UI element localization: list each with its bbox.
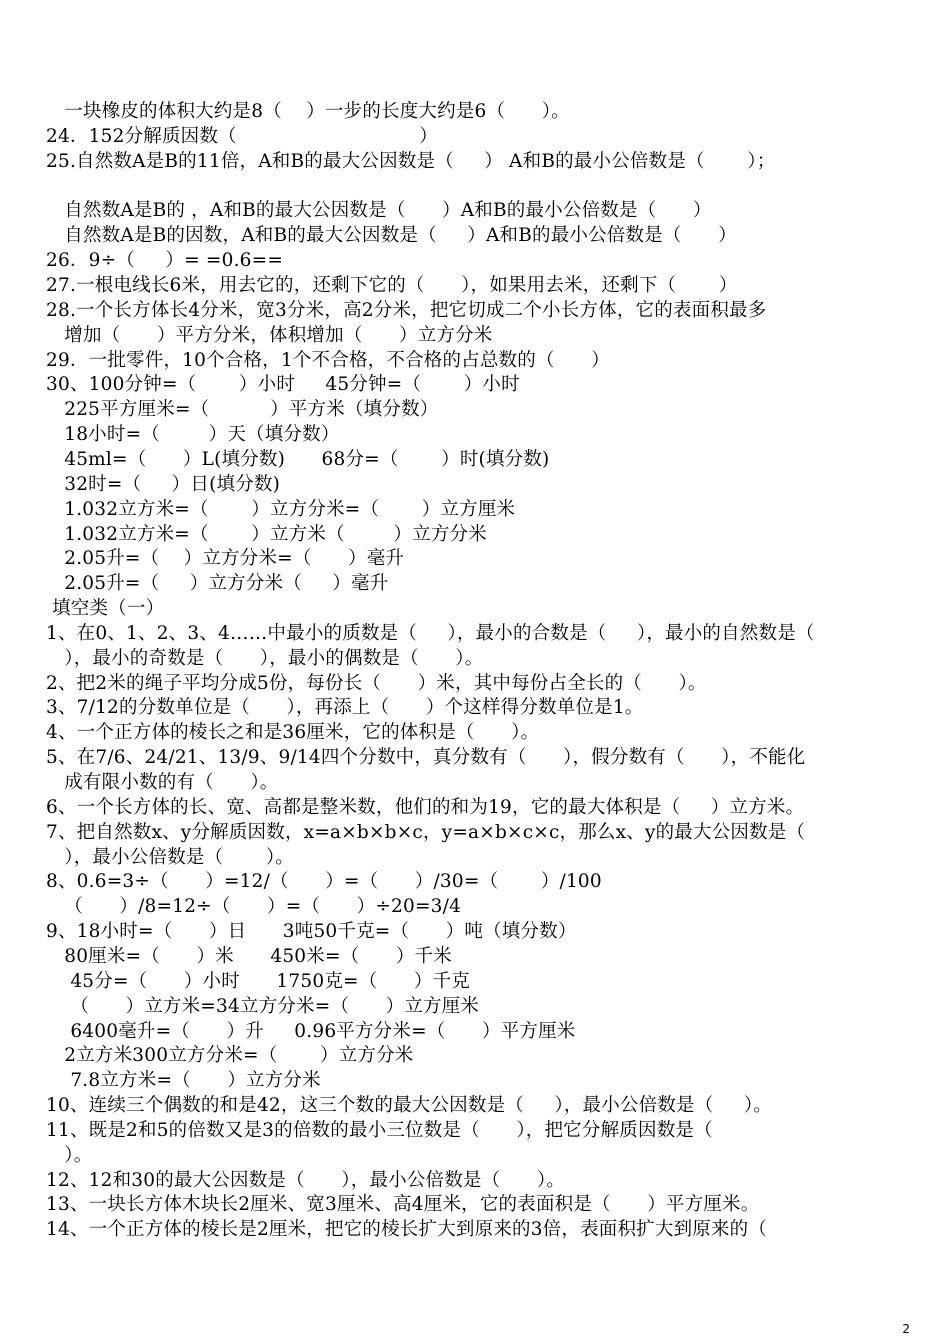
text-line: 3、7/12的分数单位是（ ），再添上（ ）个这样得分数单位是1。 (46, 697, 644, 719)
text-line: 2立方米300立方分米=（ ）立方分米 (46, 1045, 414, 1067)
text-line: 26．9÷（ ）= =0.6== (46, 250, 284, 272)
text-line: 自然数A是B的因数，A和B的最大公因数是（ ）A和B的最小公倍数是（ ） (46, 225, 737, 247)
text-line: 6400毫升=（ ）升 0.96平方分米=（ ）平方厘米 (46, 1020, 576, 1042)
text-line: （ ）/8=12÷（ ）=（ ）÷20=3/4 (46, 896, 462, 918)
text-line: 30、100分钟=（ ）小时 45分钟=（ ）小时 (46, 374, 520, 396)
text-line: 13、一块长方体木块长2厘米、宽3厘米、高4厘米，它的表面积是（ ）平方厘米。 (46, 1194, 760, 1216)
text-line: 27.一根电线长6米，用去它的，还剩下它的（ ），如果用去米，还剩下（ ） (46, 275, 738, 296)
text-line: 5、在7/6、24/21、13/9、9/14四个分数中，真分数有（ ），假分数有（ ），不能化 (46, 747, 806, 769)
text-line: ）。 (46, 1144, 93, 1166)
text-line: 225平方厘米=（ ）平方米（填分数） (46, 399, 439, 421)
text-line: 1.032立方米=（ ）立方分米=（ ）立方厘米 (46, 498, 516, 520)
text-line: 45分=（ ）小时 1750克=（ ）千克 (46, 970, 470, 992)
text-line: 80厘米=（ ）米 450米=（ ）千米 (46, 945, 452, 967)
text-line: 一块橡皮的体积大约是8（ ）一步的长度大约是6（ ）。 (46, 101, 570, 122)
text-line: 14、一个正方体的棱长是2厘米，把它的棱长扩大到原来的3倍，表面积扩大到原来的（ (46, 1219, 768, 1241)
page-number: 2 (902, 1322, 910, 1336)
text-line: 25.自然数A是B的11倍，A和B的最大公因数是（ ） A和B的最小公倍数是（ ）； (46, 150, 776, 172)
text-line: 填空类（一） (46, 598, 165, 619)
text-line: ），最小公倍数是（ ）。 (46, 846, 295, 868)
text-line: 6、一个长方体的长、宽、高都是整米数，他们的和为19，它的最大体积是（ ）立方米。 (46, 796, 805, 818)
text-line: 28.一个长方体长4分米，宽3分米，高2分米，把它切成二个小长方体，它的表面积最多 (46, 299, 767, 321)
text-line: 18小时=（ ）天（填分数） (46, 424, 340, 446)
text-line: 1、在0、1、2、3、4……中最小的质数是（ ），最小的合数是（ ），最小的自然数是（ (46, 622, 815, 644)
text-line: 增加（ ）平方分米，体积增加（ ）立方分米 (46, 324, 493, 346)
text-line: ），最小的奇数是（ ），最小的偶数是（ ）。 (46, 647, 484, 669)
text-line: 7、把自然数x、y分解质因数，x=a×b×b×c，y=a×b×c×c，那么x、y的最大公因数是（ (46, 821, 806, 843)
text-line: 4、一个正方体的棱长之和是36厘米，它的体积是（ ）。 (46, 722, 540, 744)
text-line: 自然数A是B的 ，A和B的最大公因数是（ ）A和B的最小公倍数是（ ） (46, 200, 712, 222)
text-line: 9、18小时=（ ）日 3吨50千克=（ ）吨（填分数） (46, 921, 577, 943)
text-line: 29．一批零件，10个合格，1个不合格，不合格的占总数的（ ） (46, 349, 610, 371)
text-line: 1.032立方米=（ ）立方米（ ）立方分米 (46, 523, 487, 545)
text-line: 8、0.6=3÷（ ）=12/（ ）=（ ）/30=（ ）/100 (46, 871, 602, 893)
text-line: 成有限小数的有（ ）。 (46, 772, 279, 793)
text-line: 10、连续三个偶数的和是42，这三个数的最大公因数是（ ），最小公倍数是（ ）。 (46, 1095, 772, 1116)
text-line: 45ml=（ ）L(填分数) 68分=（ ）时(填分数) (46, 448, 550, 470)
text-line: 2.05升=（ ）立方分米（ ）毫升 (46, 573, 389, 595)
text-line: 12、12和30的最大公因数是（ ），最小公倍数是（ ）。 (46, 1169, 565, 1191)
text-line: （ ）立方米=34立方分米=（ ）立方厘米 (46, 995, 480, 1017)
text-line: 2、把2米的绳子平均分成5份，每份长（ ）米，其中每份占全长的（ ）。 (46, 672, 707, 694)
text-line: 32时=（ ）日(填分数) (46, 473, 281, 495)
text-line: 2.05升=（ ）立方分米=（ ）毫升 (46, 548, 405, 570)
text-line: 7.8立方米=（ ）立方分米 (46, 1070, 321, 1092)
text-line: 11、既是2和5的倍数又是3的倍数的最小三位数是（ ），把它分解质因数是（ (46, 1119, 713, 1141)
text-line: 24．152分解质因数（ ） (46, 125, 438, 147)
